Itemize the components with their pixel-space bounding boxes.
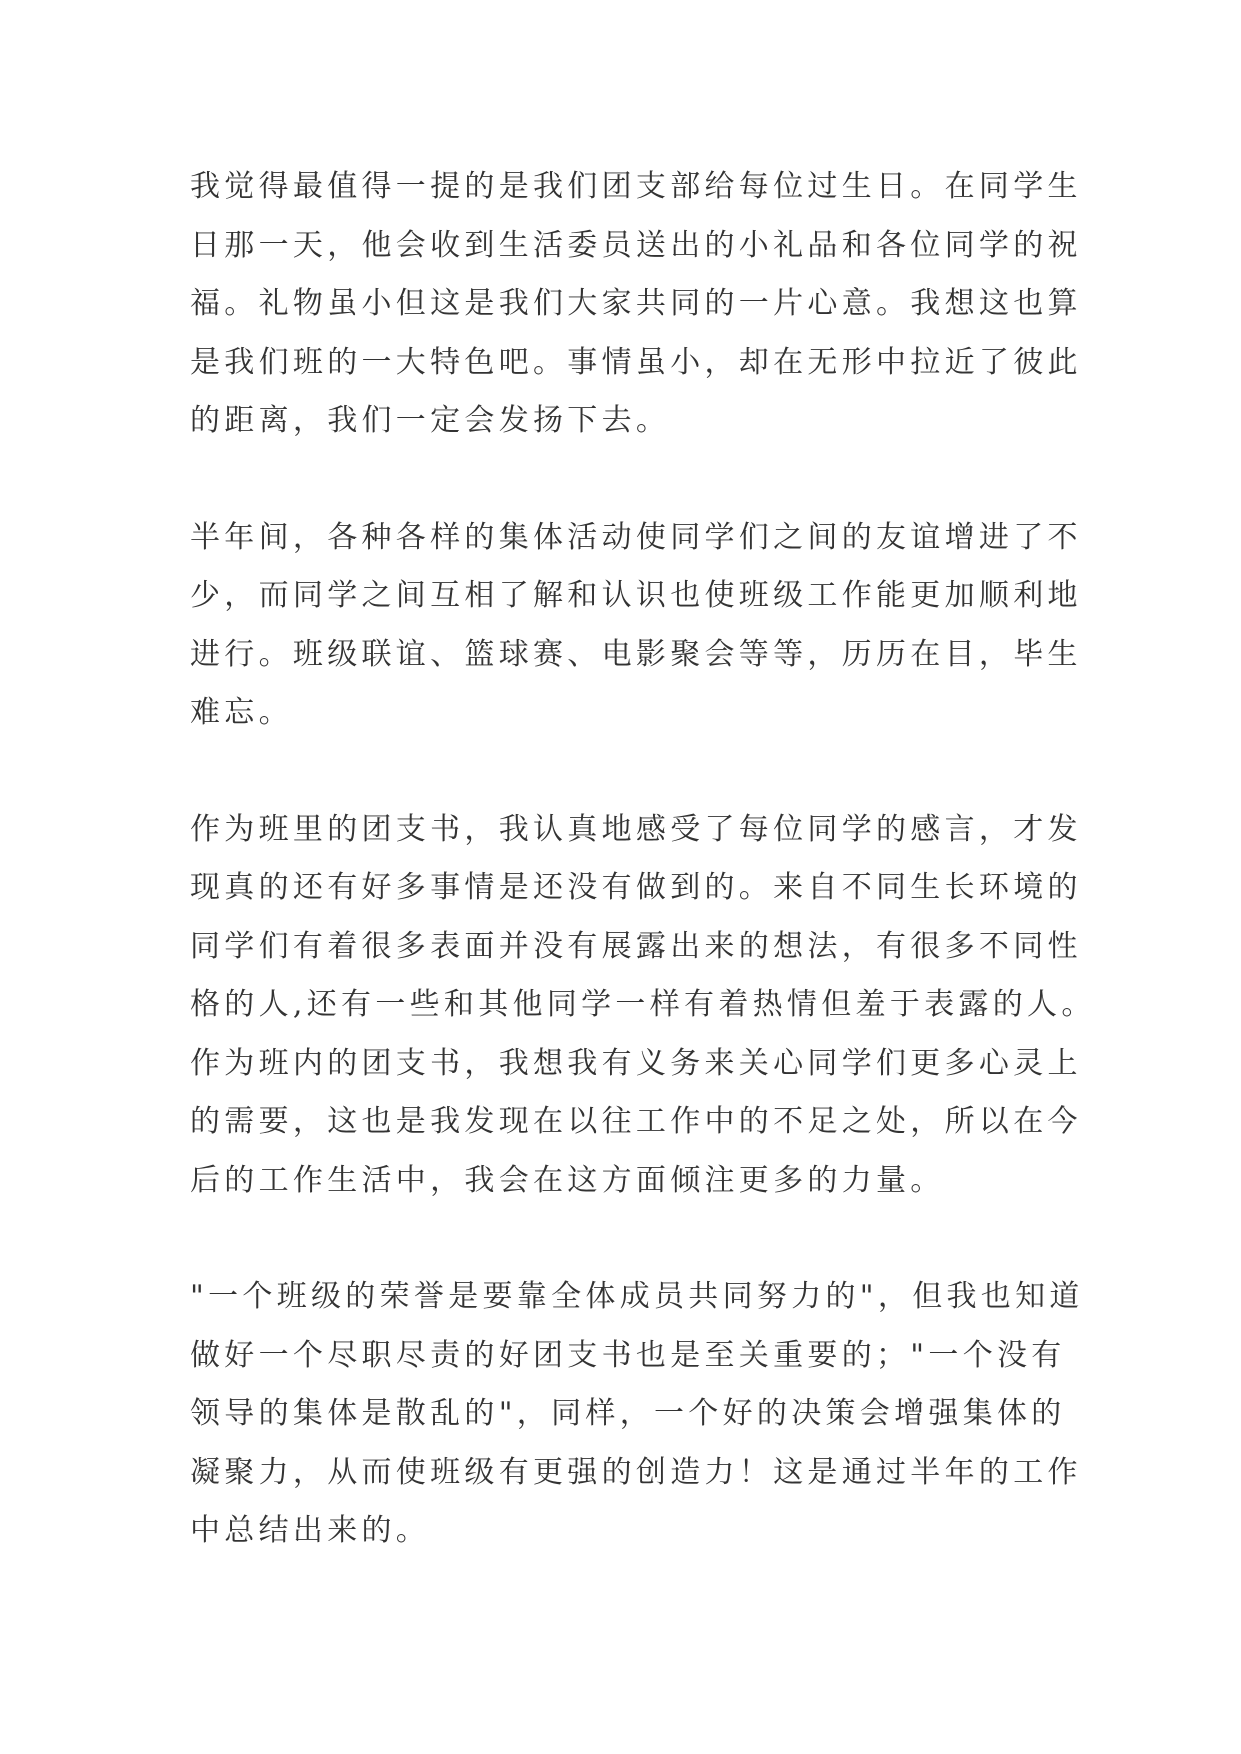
paragraph-spacer bbox=[190, 1210, 1060, 1268]
text-line: 半年间，各种各样的集体活动使同学们之间的友谊增进了不 bbox=[190, 519, 1082, 555]
paragraph-birthday bbox=[190, 158, 1082, 451]
paragraph-spacer bbox=[190, 743, 1060, 801]
text-line: 做好一个尽职尽责的好团支书也是至关重要的；"一个没有 bbox=[190, 1337, 1066, 1373]
text-line: 作为班里的团支书，我认真地感受了每位同学的感言，才发 bbox=[190, 811, 1082, 847]
paragraph-activities bbox=[190, 509, 1082, 743]
text-line: 进行。班级联谊、篮球赛、电影聚会等等，历历在目，毕生 bbox=[190, 636, 1082, 672]
text-line: 同学们有着很多表面并没有展露出来的想法，有很多不同性 bbox=[190, 928, 1082, 964]
text-line: 现真的还有好多事情是还没有做到的。来自不同生长环境的 bbox=[190, 870, 1082, 905]
paragraph-conclusion bbox=[190, 1268, 1084, 1561]
text-line: 作为班内的团支书，我想我有义务来关心同学们更多心灵上 bbox=[190, 1045, 1082, 1081]
text-line: 凝聚力，从而使班级有更强的创造力！这是通过半年的工作 bbox=[190, 1454, 1082, 1490]
text-line: 福。礼物虽小但这是我们大家共同的一片心意。我想这也算 bbox=[190, 286, 1082, 321]
paragraph-spacer bbox=[190, 451, 1060, 509]
text-line: 日那一天，他会收到生活委员送出的小礼品和各位同学的祝 bbox=[190, 227, 1082, 263]
text-line: 少，而同学之间互相了解和认识也使班级工作能更加顺利地 bbox=[190, 578, 1082, 613]
text-line: 我觉得最值得一提的是我们团支部给每位过生日。在同学生 bbox=[190, 169, 1082, 204]
paragraph-reflection bbox=[190, 801, 1096, 1211]
text-line: 领导的集体是散乱的"，同样，一个好的决策会增强集体的 bbox=[190, 1396, 1066, 1431]
text-line: 的距离，我们一定会发扬下去。 bbox=[190, 403, 671, 438]
text-line: 后的工作生活中，我会在这方面倾注更多的力量。 bbox=[190, 1162, 945, 1198]
text-line: "一个班级的荣誉是要靠全体成员共同努力的"，但我也知道 bbox=[190, 1279, 1084, 1314]
document-page bbox=[190, 158, 1096, 1561]
text-line: 是我们班的一大特色吧。事情虽小，却在无形中拉近了彼此 bbox=[190, 344, 1082, 380]
text-line: 的需要，这也是我发现在以往工作中的不足之处，所以在今 bbox=[190, 1104, 1082, 1139]
text-line: 难忘。 bbox=[190, 695, 293, 730]
text-line: 格的人,还有一些和其他同学一样有着热情但羞于表露的人。 bbox=[190, 987, 1096, 1022]
text-line: 中总结出来的。 bbox=[190, 1513, 431, 1548]
